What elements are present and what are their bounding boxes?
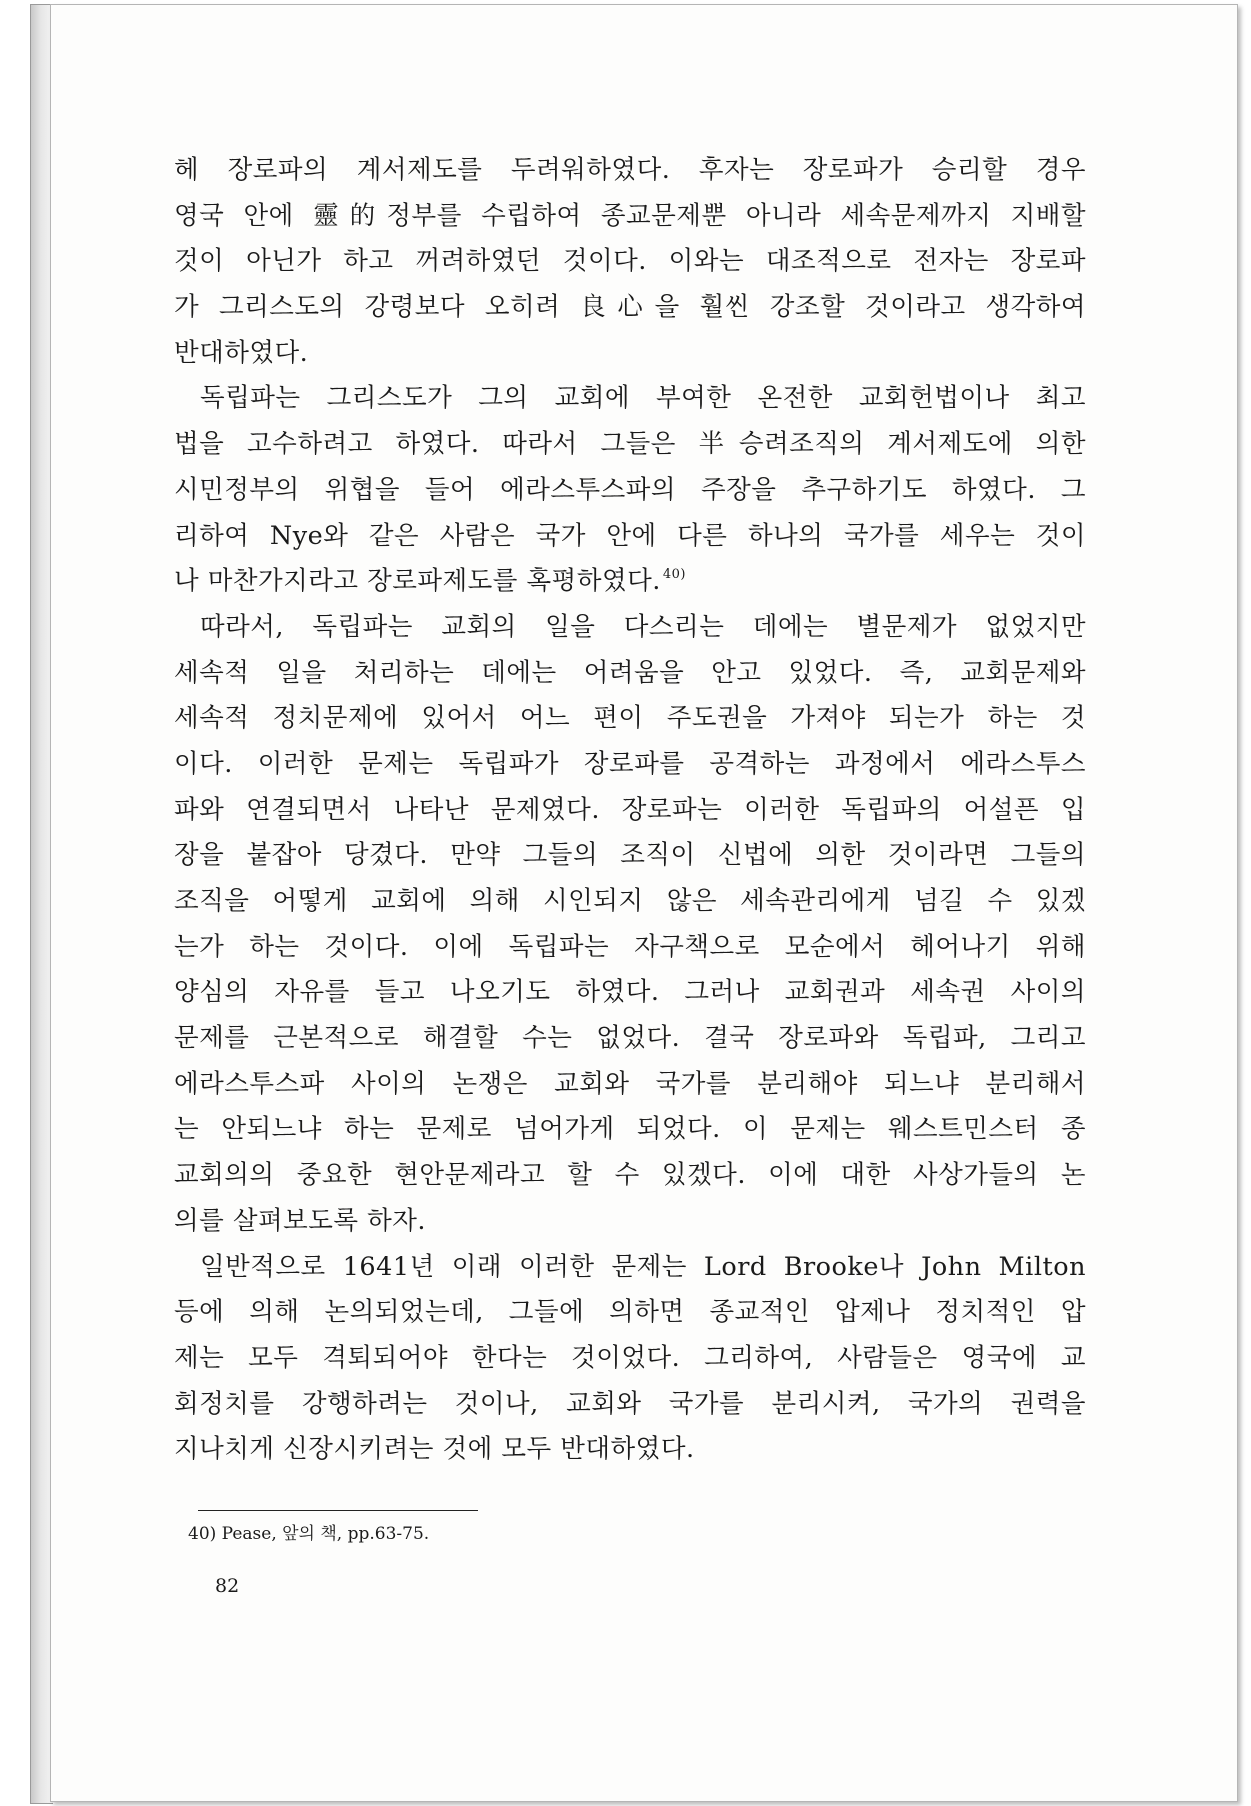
paragraph-1 [174, 148, 1086, 376]
text-line: 제는 모두 격퇴되어야 한다는 것이었다. 그리하여, 사람들은 영국에 교 [174, 1342, 1086, 1373]
text-line: 문제를 근본적으로 해결할 수는 없었다. 결국 장로파와 독립파, 그리고 [174, 1023, 1086, 1054]
text-line: 양심의 자유를 들고 나오기도 하였다. 그러나 교회권과 세속권 사이의 [174, 977, 1086, 1008]
text-line: 는가 하는 것이다. 이에 독립파는 자구책으로 모순에서 헤어나기 위해 [174, 931, 1086, 962]
text-line: 교회의의 중요한 현안문제라고 할 수 있겠다. 이에 대한 사상가들의 논 [174, 1160, 1086, 1191]
text-line: 등에 의해 논의되었는데, 그들에 의하면 종교적인 압제나 정치적인 압 [174, 1297, 1086, 1328]
footnote: 40) Pease, 앞의 책, pp.63-75. [188, 1524, 430, 1544]
text-line: 장을 붙잡아 당겼다. 만약 그들의 조직이 신법에 의한 것이라면 그들의 [174, 840, 1086, 871]
body-text [174, 148, 1086, 1473]
paragraph-3 [174, 605, 1086, 1245]
text-line: 가 그리스도의 강령보다 오히려 良心을 훨씬 강조할 것이라고 생각하여 [174, 292, 1086, 323]
text-line: 독립파는 그리스도가 그의 교회에 부여한 온전한 교회헌법이나 최고 [200, 383, 1086, 414]
text-line: 세속적 정치문제에 있어서 어느 편이 주도권을 가져야 되는가 하는 것 [174, 703, 1086, 734]
page-number: 82 [215, 1575, 240, 1597]
text-line: 시민정부의 위협을 들어 에라스투스파의 주장을 추구하기도 하였다. 그 [174, 474, 1086, 505]
text-line: 에라스투스파 사이의 논쟁은 교회와 국가를 분리해야 되느냐 분리해서 [174, 1068, 1086, 1099]
text-line: 나 마찬가지라고 장로파제도를 혹평하였다. [174, 566, 661, 597]
text-line: 세속적 일을 처리하는 데에는 어려움을 안고 있었다. 즉, 교회문제와 [174, 657, 1086, 688]
text-line: 일반적으로 1641년 이래 이러한 문제는 Lord Brooke나 John Milton [200, 1251, 1086, 1282]
text-line: 의를 살펴보도록 하자. [174, 1205, 427, 1236]
text-line: 법을 고수하려고 하였다. 따라서 그들은 半승려조직의 계서제도에 의한 [174, 429, 1086, 460]
footnote-reference: 40) [662, 567, 686, 583]
text-line: 이다. 이러한 문제는 독립파가 장로파를 공격하는 과정에서 에라스투스 [174, 748, 1086, 779]
text-line: 조직을 어떻게 교회에 의해 시인되지 않은 세속관리에게 넘길 수 있겠 [174, 886, 1086, 916]
text-line: 반대하였다. [174, 337, 309, 368]
text-line: 리하여 Nye와 같은 사람은 국가 안에 다른 하나의 국가를 세우는 것이 [174, 520, 1086, 551]
text-line: 따라서, 독립파는 교회의 일을 다스리는 데에는 별문제가 없었지만 [200, 611, 1086, 642]
paragraph-2 [174, 376, 1086, 604]
paragraph-4 [174, 1245, 1086, 1473]
footnote-divider [198, 1510, 478, 1511]
text-line: 것이 아닌가 하고 꺼려하였던 것이다. 이와는 대조적으로 전자는 장로파 [174, 246, 1086, 277]
text-line: 영국 안에 靈的정부를 수립하여 종교문제뿐 아니라 세속문제까지 지배할 [174, 200, 1086, 231]
text-line: 지나치게 신장시키려는 것에 모두 반대하였다. [174, 1434, 695, 1465]
text-line-with-footnote [174, 559, 1086, 605]
text-line: 회정치를 강행하려는 것이나, 교회와 국가를 분리시켜, 국가의 권력을 [174, 1388, 1086, 1419]
text-line: 파와 연결되면서 나타난 문제였다. 장로파는 이러한 독립파의 어설픈 입 [174, 794, 1086, 825]
text-line: 헤 장로파의 계서제도를 두려워하였다. 후자는 장로파가 승리할 경우 [174, 155, 1086, 185]
text-line: 는 안되느냐 하는 문제로 넘어가게 되었다. 이 문제는 웨스트민스터 종 [174, 1114, 1086, 1145]
